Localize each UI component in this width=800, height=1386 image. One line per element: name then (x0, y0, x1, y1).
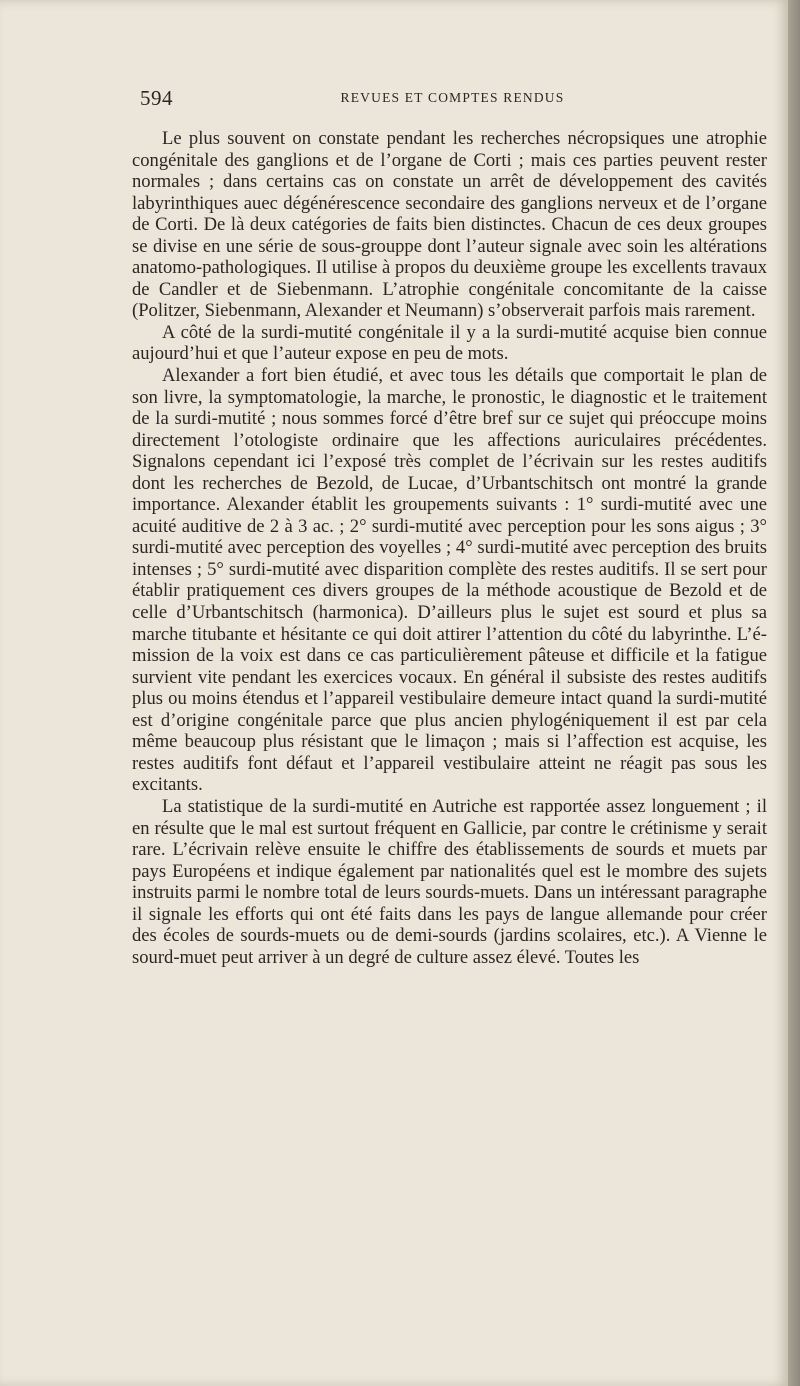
page-edge-shadow (788, 0, 800, 1386)
running-head: REVUES ET COMPTES RENDUS (340, 90, 565, 105)
body-text (132, 128, 767, 968)
page-number: 594 (140, 86, 173, 110)
paragraph-statistics: La statistique de la surdi-mutité en Autriche est rapportée assez longuement ; il en résulte que le mal est surtout fréquent en Gallicie, par contre le crétinisme y serait rare. L’écrivain relève ensuite le chiffre des établissements de sourds et muets par pays Européens et indique également par nationalités quel est le mombre des sujets instruits parmi le nombre total de leurs sourds-muets. Dans un intéressant paragraphe il signale les efforts qui ont été faits dans les pays de langue allemande pour créer des écoles de sourds-muets ou de demi-sourds (jardins scolaires, etc.). A Vienne le sourd-muet peut arriver à un degré de culture assez élevé. Toutes les (132, 795, 767, 968)
paragraph-acquired-deafmutism: A côté de la surdi-mutité congénitale il y a la surdi-mutité acquise bien connue aujourd’hui et que l’auteur expose en peu de mots. (132, 321, 767, 365)
paragraph-necropsy: Le plus souvent on constate pendant les recherches nécropsiques une atrophie congénitale des ganglions et de l’organe de Corti ; mais ces parties peuvent rester normales ; dans certains cas on constate un arrêt de développement des cavités labyrinthiques auec dégénérescence secondaire des ganglions nerveux et de l’organe de Corti. De là deux catégories de faits bien distinctes. Chacun de ces deux groupes se divise en une série de sous-grouppe dont l’auteur signale avec soin les altérations anatomo-pathologiques. Il utilise à propos du deuxième groupe les excellents travaux de Candler et de Siebenmann. L’atrophie congénitale concomitante de la caisse (Politzer, Siebenmann, Alexander et Neumann) s’observerait parfois mais rarement. (132, 128, 767, 322)
paragraph-symptomatology: Alexander a fort bien étudié, et avec tous les détails que comportait le plan de son livre, la symptomatologie, la marche, le pronostic, le diagnostic et le traitement de la surdi-mutité ; nous sommes forcé d’être bref sur ce sujet qui préoccupe moins directement l’otologiste ordinaire que les affections auriculaires précédentes. Signalons cependant ici l’exposé très complet de l’écrivain sur les restes auditifs dont les recherches de Bezold, de Lucae, d’Urbantschitsch ont montré la grande importance. Alexander établit les groupements suivants : 1° surdi-mutité avec une acuité auditive de 2 à 3 ac. ; 2° surdi-mutité avec perception pour les sons aigus ; 3° surdi-mutité avec perception des voyelles ; 4° surdi-mutité avec perception des bruits intenses ; 5° surdi-mutité avec disparition complète des restes auditifs. Il se sert pour établir pratiquement ces divers groupes de la méthode acoustique de Bezold et de celle d’Urbantschitsch (harmonica). D’ailleurs plus le sujet est sourd et plus sa marche titubante et hésitante ce qui doit attirer l’attention du côté du labyrinthe. L’émission de la voix est dans ce cas particulièrement pâteuse et difficile et la fatigue survient vite pendant les exercices vocaux. En général il subsiste des restes auditifs plus ou moins étendus et l’appareil vestibulaire demeure intact quand la surdi-mutité est d’origine congénitale parce que plus ancien phylogéniquement il est par cela même beaucoup plus résistant que le limaçon ; mais si l’affection est acquise, les restes auditifs font défaut et l’appareil vestibulaire atteint ne réagit pas sous les excitants. (132, 365, 767, 796)
page-header (140, 86, 765, 114)
